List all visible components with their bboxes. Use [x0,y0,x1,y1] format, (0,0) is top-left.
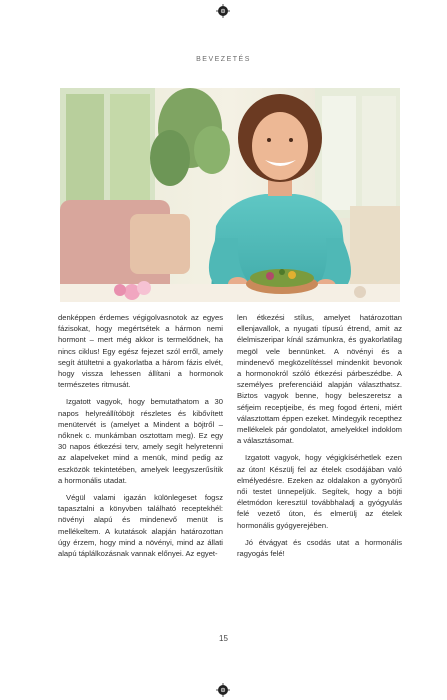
page-number: 15 [219,634,228,643]
hero-photo [60,88,400,302]
section-label: BEVEZETÉS [196,56,251,63]
column-right [237,312,402,565]
paragraph: Izgatott vagyok, hogy bemutathatom a 30 napos helyreállítóböjt részletes és kibővített menütervét is (amelyet a Mindent a böjtről – nőknek c. munkámban osztottam meg). Ez egy 30 napos étkezési terv, amely segít helyretenni az alapelveket mind a menük, mind pedig az eszközök tekintetében, amelyek leegyszerűsítik a hormonális utadat. [58,397,223,485]
paragraph: Jó étvágyat és csodás utat a hormonális ragyogás felé! [237,537,402,559]
registration-mark-icon [216,683,230,697]
paragraph: Izgatott vagyok, hogy végigkísérhetlek ezen az úton! Készülj fel az ételek csodájában való elmélyedésre. Ezeken az oldalakon a gyönyörű női testet ünnepeljük. Segítek, hogy a böjti életmódon keresztül továbbhaladj a gyógyulás felé vezető úton, és elmerülj az ételek hormonális gyógyerejében. [237,453,402,530]
paragraph: Végül valami igazán különlegeset fogsz tapasztalni a könyvben található receptekhél: növényi alapú és mindenevő menüt is mellékeltem. A kutatások alapján határozottan úgy érzem, hogy mind a növényi, mind az állati alapú táplálkozásnak vannak előnyei. Az egyet- [58,493,223,559]
registration-mark-icon [216,4,230,18]
paragraph: len étkezési stílus, amelyet határozottan ellenjavallok, a nyugati típusú étrend, amit az élelmiszeripar kínál számunkra, és gyakorlatilag megöl vele bennünket. A növényi és a mindenevő megközelítéssel mindenkit bevonok a hormonokról szóló étkezési párbeszédbe. A személyes preferenciáid alapján választhatsz. Biztos vagyok benne, hogy beleszeretsz a séfjeim receptjeibe, és meg fogod érteni, miért választottam éppen ezeket. Mindegyik recepthez mellékelek pár gondolatot, amelyekkel indoklom a választásomat. [237,313,402,446]
text-columns [58,312,402,565]
paragraph: denképpen érdemes végigolvasnotok az egyes fázisokat, hogy megértsétek a hármon nemi hormont – mert még akkor is termelődnek, ha nincs ciklus! Egy egész fejezet szól erről, amely segít átültetni a gyakorlatba a három fázis elvét, hogy vissza lehessen állítani a hormonok természetes ritmusát. [58,313,223,390]
column-left [58,312,223,565]
